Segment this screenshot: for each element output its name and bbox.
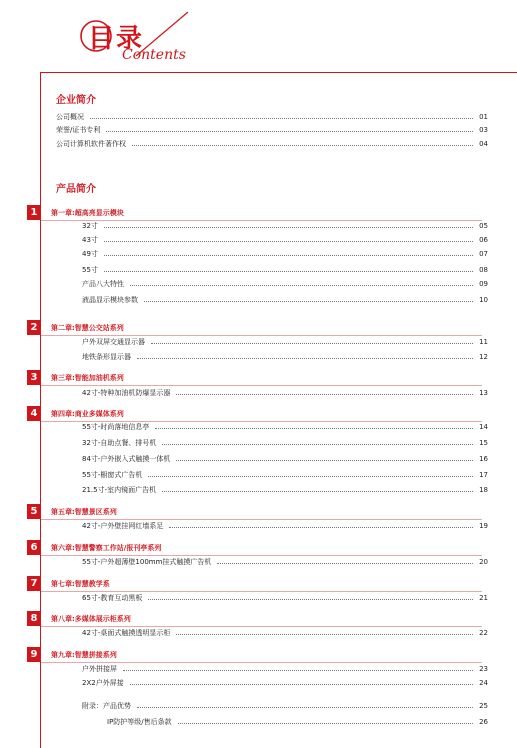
toc-entry[interactable] xyxy=(82,520,488,532)
toc-entry-label: 公司概况 xyxy=(56,113,84,121)
dot-leader xyxy=(130,683,473,685)
chapter-title[interactable]: 第六章:智慧警察工作站/报刊亭系列 xyxy=(51,544,162,552)
toc-entry-page: 25 xyxy=(479,702,488,710)
toc-entry[interactable] xyxy=(82,351,488,363)
dot-leader xyxy=(148,598,473,600)
dot-leader xyxy=(162,490,473,492)
toc-entry-page: 16 xyxy=(479,455,488,463)
toc-entry[interactable] xyxy=(107,716,488,728)
dot-leader xyxy=(176,633,473,635)
dot-leader xyxy=(106,130,473,132)
toc-entry[interactable] xyxy=(82,663,488,675)
toc-entry-label: 户外双屏交通显示器 xyxy=(82,338,145,346)
dot-leader xyxy=(104,240,473,242)
chapter-number-badge: 9 xyxy=(27,647,41,662)
toc-entry[interactable] xyxy=(56,111,488,123)
chapter-number-badge: 4 xyxy=(27,406,41,421)
contents-title-cn: 目录 xyxy=(88,24,145,54)
chapter-number-badge: 5 xyxy=(27,504,41,519)
toc-entry-page: 17 xyxy=(479,471,488,479)
toc-entry-page: 22 xyxy=(479,629,488,637)
dot-leader xyxy=(104,270,473,272)
dot-leader xyxy=(130,284,473,286)
toc-entry-page: 01 xyxy=(479,113,488,121)
dot-leader xyxy=(104,254,473,256)
toc-entry[interactable] xyxy=(82,421,488,433)
toc-entry-label: 43寸 xyxy=(82,236,98,244)
chapter-number-badge: 2 xyxy=(27,320,41,335)
toc-entry-label: 55寸 xyxy=(82,266,98,274)
toc-entry[interactable] xyxy=(82,437,488,449)
toc-entry[interactable] xyxy=(82,248,488,260)
dot-leader xyxy=(178,722,473,724)
toc-entry-label: 32寸 xyxy=(82,222,98,230)
chapter-number-badge: 1 xyxy=(27,205,41,220)
toc-entry-page: 15 xyxy=(479,439,488,447)
toc-entry[interactable] xyxy=(82,387,488,399)
dot-leader xyxy=(151,342,473,344)
dot-leader xyxy=(104,226,473,228)
dot-leader xyxy=(176,393,473,395)
toc-entry[interactable] xyxy=(56,138,488,150)
chapter-rule xyxy=(41,385,482,386)
dot-leader xyxy=(90,117,473,119)
dot-leader xyxy=(176,459,473,461)
chapter-title[interactable]: 第八章:多媒体展示柜系列 xyxy=(51,615,131,623)
toc-entry-label: IP防护等级/售后条款 xyxy=(107,718,172,726)
dot-leader xyxy=(144,300,473,302)
chapter-number-badge: 8 xyxy=(27,611,41,626)
toc-entry[interactable] xyxy=(82,294,488,306)
dot-leader xyxy=(162,443,473,445)
toc-entry-label: 32寸-自助点餐、排号机 xyxy=(82,439,157,447)
toc-entry-label: 49寸 xyxy=(82,250,98,258)
chapter-title[interactable]: 第三章:智能加油机系列 xyxy=(51,374,124,382)
toc-entry-page: 26 xyxy=(479,718,488,726)
chapter-title[interactable]: 第七章:智慧教学系 xyxy=(51,580,110,588)
dot-leader xyxy=(217,562,473,564)
toc-entry-page: 08 xyxy=(479,266,488,274)
toc-entry-page: 13 xyxy=(479,389,488,397)
toc-entry-page: 10 xyxy=(479,296,488,304)
header-divider xyxy=(40,72,517,73)
chapter-number-badge: 3 xyxy=(27,370,41,385)
dot-leader xyxy=(137,706,473,708)
dot-leader xyxy=(123,669,473,671)
dot-leader xyxy=(148,475,473,477)
toc-entry-label: 地铁条形显示器 xyxy=(82,353,131,361)
toc-entry-label: 产品八大特性 xyxy=(82,280,124,288)
toc-entry[interactable] xyxy=(82,469,488,481)
toc-entry-label: 户外拼接屏 xyxy=(82,665,117,673)
toc-entry[interactable] xyxy=(82,677,488,689)
chapter-title[interactable]: 第九章:智慧拼接系列 xyxy=(51,651,117,659)
toc-entry-page: 12 xyxy=(479,353,488,361)
section-title-company: 企业简介 xyxy=(56,95,96,106)
toc-entry-label: 84寸-户外嵌入式触摸一体机 xyxy=(82,455,171,463)
chapter-title[interactable]: 第二章:智慧公交站系列 xyxy=(51,324,124,332)
toc-entry-page: 11 xyxy=(479,338,488,346)
section-title-products: 产品简介 xyxy=(56,184,96,195)
toc-entry[interactable] xyxy=(82,556,488,568)
toc-entry[interactable] xyxy=(82,336,488,348)
toc-entry[interactable] xyxy=(82,592,488,604)
dot-leader xyxy=(169,526,473,528)
toc-entry-page: 06 xyxy=(479,236,488,244)
dot-leader xyxy=(132,144,473,146)
toc-entry[interactable] xyxy=(82,278,488,290)
toc-entry-page: 05 xyxy=(479,222,488,230)
toc-entry[interactable] xyxy=(82,700,488,712)
toc-entry-label: 42寸-桌面式触摸透明显示柜 xyxy=(82,629,171,637)
chapter-number-badge: 7 xyxy=(27,576,41,591)
contents-title-en: Contents xyxy=(122,47,186,63)
toc-entry-page: 20 xyxy=(479,558,488,566)
toc-entry-page: 04 xyxy=(479,140,488,148)
toc-entry-label: 21.5寸-室内镜面广告机 xyxy=(82,486,157,494)
toc-entry[interactable] xyxy=(82,453,488,465)
dot-leader xyxy=(137,357,473,359)
toc-entry-page: 24 xyxy=(479,679,488,687)
toc-entry-page: 03 xyxy=(479,126,488,134)
dot-leader xyxy=(155,427,473,429)
chapter-title[interactable]: 第四章:商业多媒体系列 xyxy=(51,410,124,418)
chapter-title[interactable]: 第五章:智慧景区系列 xyxy=(51,508,117,516)
toc-entry-label: 公司计算机软件著作权 xyxy=(56,140,126,148)
toc-entry-label: 2X2户外屏接 xyxy=(82,679,124,687)
toc-entry[interactable] xyxy=(82,627,488,639)
toc-entry-page: 14 xyxy=(479,423,488,431)
toc-entry-label: 荣誉/证书专利 xyxy=(56,126,101,134)
toc-entry-label: 42寸-户外壁挂网红墙系足 xyxy=(82,522,164,530)
toc-entry-label: 55寸-时尚落地信息亭 xyxy=(82,423,150,431)
toc-entry-label: 55寸-橱窗式广告机 xyxy=(82,471,143,479)
toc-entry-label: 65寸-教育互动黑板 xyxy=(82,594,143,602)
toc-entry-page: 18 xyxy=(479,486,488,494)
chapter-title[interactable]: 第一章:超高亮显示模块 xyxy=(51,209,124,217)
toc-entry-page: 23 xyxy=(479,665,488,673)
toc-entry-label: 液晶显示模块参数 xyxy=(82,296,138,304)
toc-entry[interactable] xyxy=(82,484,488,496)
toc-entry-label: 42寸-特种加油机防爆显示器 xyxy=(82,389,171,397)
toc-entry-label: 附录：产品优势 xyxy=(82,702,131,710)
toc-entry-label: 55寸-户外超薄壁100mm挂式触摸广告机 xyxy=(82,558,212,566)
toc-entry-page: 09 xyxy=(479,280,488,288)
toc-entry-page: 19 xyxy=(479,522,488,530)
toc-entry[interactable] xyxy=(56,124,488,136)
toc-entry-page: 21 xyxy=(479,594,488,602)
toc-entry-page: 07 xyxy=(479,250,488,258)
toc-entry[interactable] xyxy=(82,264,488,276)
chapter-number-badge: 6 xyxy=(27,540,41,555)
toc-entry[interactable] xyxy=(82,234,488,246)
toc-entry[interactable] xyxy=(82,220,488,232)
